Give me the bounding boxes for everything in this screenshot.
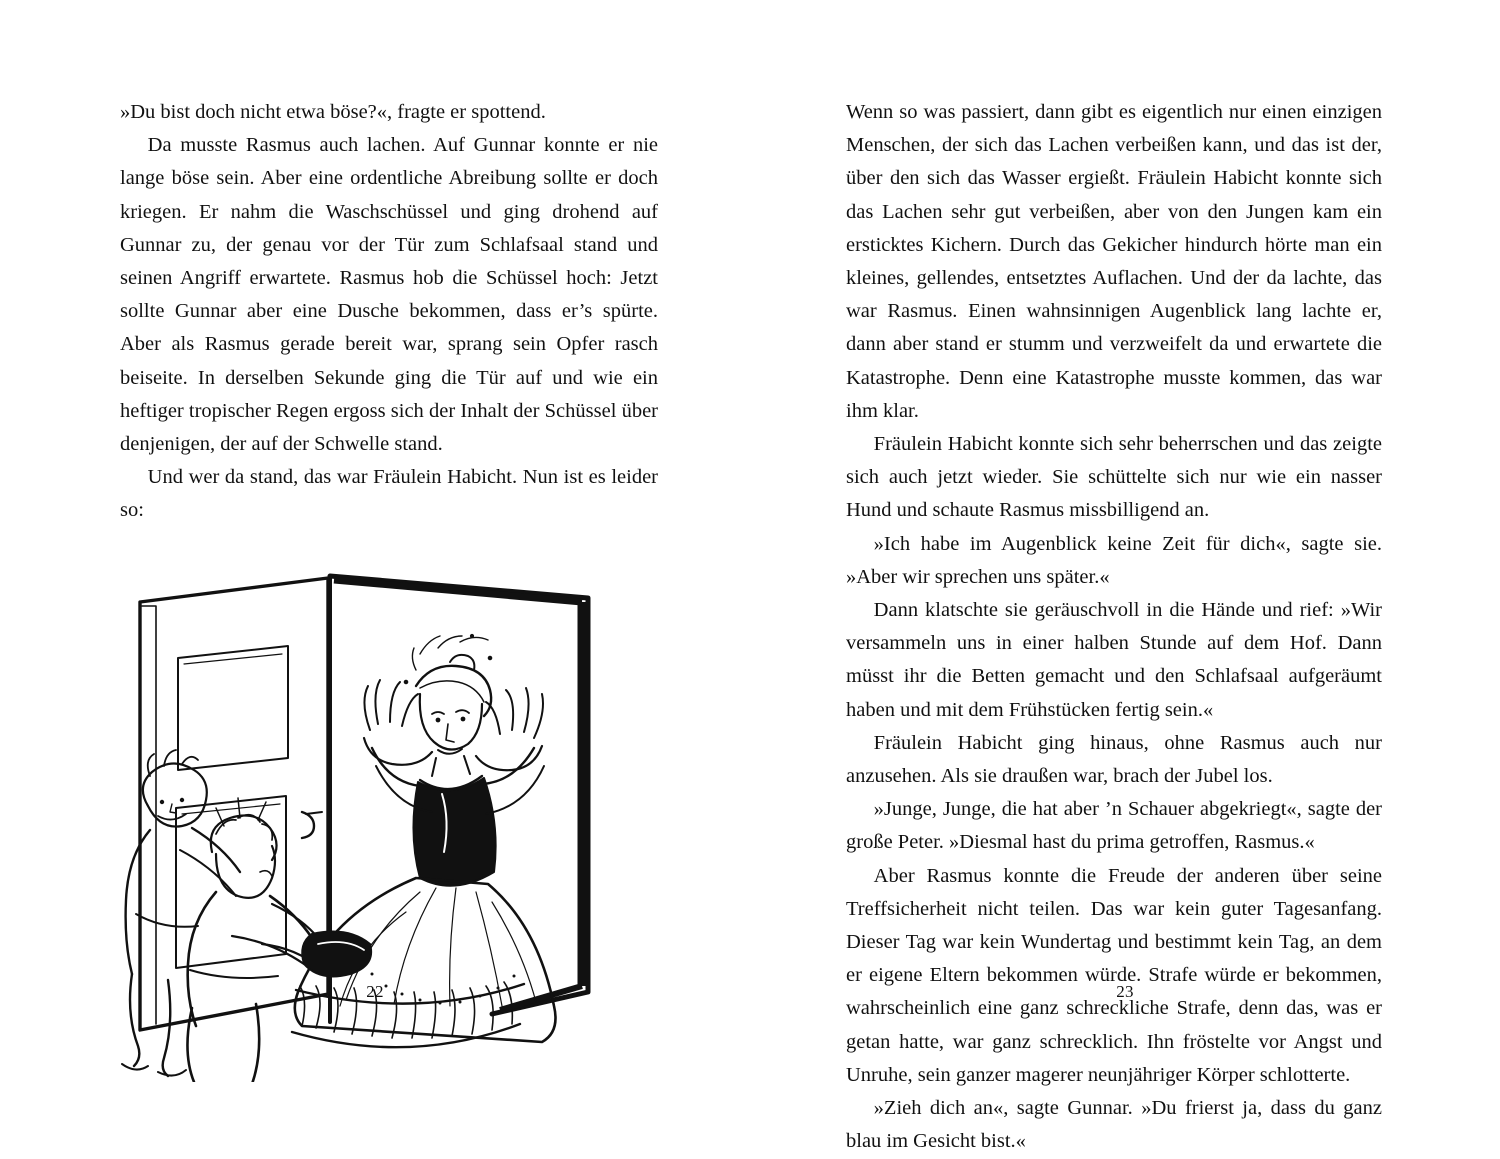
paragraph: »Ich habe im Augenblick keine Zeit für dich«, sagte sie. »Aber wir sprechen uns später.« [846, 532, 1382, 588]
paragraph: Aber Rasmus konnte die Freude der anderen über seine Treffsicherheit nicht teilen. Das war kein guter Tagesanfang. Dieser Tag war kein Wundertag und bestimmt kein Tag, an dem er eigene Eltern bekommen würde. Strafe würde er bekommen, wahrscheinlich eine ganz schreckliche Strafe, denn das, was er getan hatte, war ganz schrecklich. Ihn fröstelte vor Angst und Unruhe, sein ganzer magerer neunjähriger Körper schlotterte. [846, 864, 1382, 1086]
right-page [750, 0, 1500, 1153]
paragraph: Da musste Rasmus auch lachen. Auf Gunnar konnte er nie lange böse sein. Aber eine ordentliche Abreibung sollte er doch kriegen. Er nahm die Waschschüssel und ging drohend auf Gunnar zu, der genau vor der Tür zum Schlafsaal stand und seinen Angriff erwartete. Rasmus hob die Schüssel hoch: Jetzt sollte Gunnar aber eine Dusche bekommen, dass er’s spürte. Aber als Rasmus gerade bereit war, sprang sein Opfer rasch beiseite. In derselben Sekunde ging die Tür auf und wie ein heftiger tropischer Regen ergoss sich der Inhalt der Schüssel über denjenigen, der auf der Schwelle stand. [120, 134, 658, 456]
left-page-text [120, 96, 658, 528]
ink-drawing-illustration [120, 562, 640, 1082]
paragraph: Dann klatschte sie geräuschvoll in die Hände und rief: »Wir versammeln uns in einer halben Stunde auf dem Hof. Dann müsst ihr die Betten gemacht und den Schlafsaal aufgeräumt haben und mit dem Frühstücken fertig sein.« [846, 599, 1382, 721]
paragraph: Fräulein Habicht ging hinaus, ohne Rasmus auch nur anzusehen. Als sie draußen war, brach der Jubel los. [846, 731, 1382, 788]
paragraph: »Du bist doch nicht etwa böse?«, fragte er spottend. [120, 101, 546, 123]
left-page [0, 0, 750, 1140]
page-number: 22 [366, 982, 384, 1001]
page-number: 23 [1116, 982, 1134, 1001]
paragraph: Wenn so was passiert, dann gibt es eigentlich nur einen einzigen Menschen, der sich das Lachen verbeißen kann, und das ist der, über den sich das Wasser ergießt. Fräulein Habicht konnte sich das Lachen sehr gut verbeißen, aber von den Jungen kam ein ersticktes Kichern. Durch das Gekicher hindurch hörte man ein kleines, gellendes, entsetztes Auflachen. Und der da lachte, das war Rasmus. Einen wahnsinnigen Augenblick lang lachte er, dann aber stand er stumm und verzweifelt da und erwartete die Katastrophe. Denn eine Katastrophe musste kommen, das war ihm klar. [846, 101, 1382, 422]
paragraph: Fräulein Habicht konnte sich sehr beherrschen und das zeigte sich auch jetzt wieder. Sie schüttelte sich nur wie ein nasser Hund und schaute Rasmus missbilligend an. [846, 433, 1382, 522]
paragraph: »Zieh dich an«, sagte Gunnar. »Du frierst ja, dass du ganz blau im Gesicht bist.« [846, 1097, 1382, 1153]
paragraph: Und wer da stand, das war Fräulein Habicht. Nun ist es leider so: [120, 466, 658, 522]
paragraph: »Junge, Junge, die hat aber ’n Schauer abgekriegt«, sagte der große Peter. »Diesmal hast du prima getroffen, Rasmus.« [846, 798, 1382, 854]
